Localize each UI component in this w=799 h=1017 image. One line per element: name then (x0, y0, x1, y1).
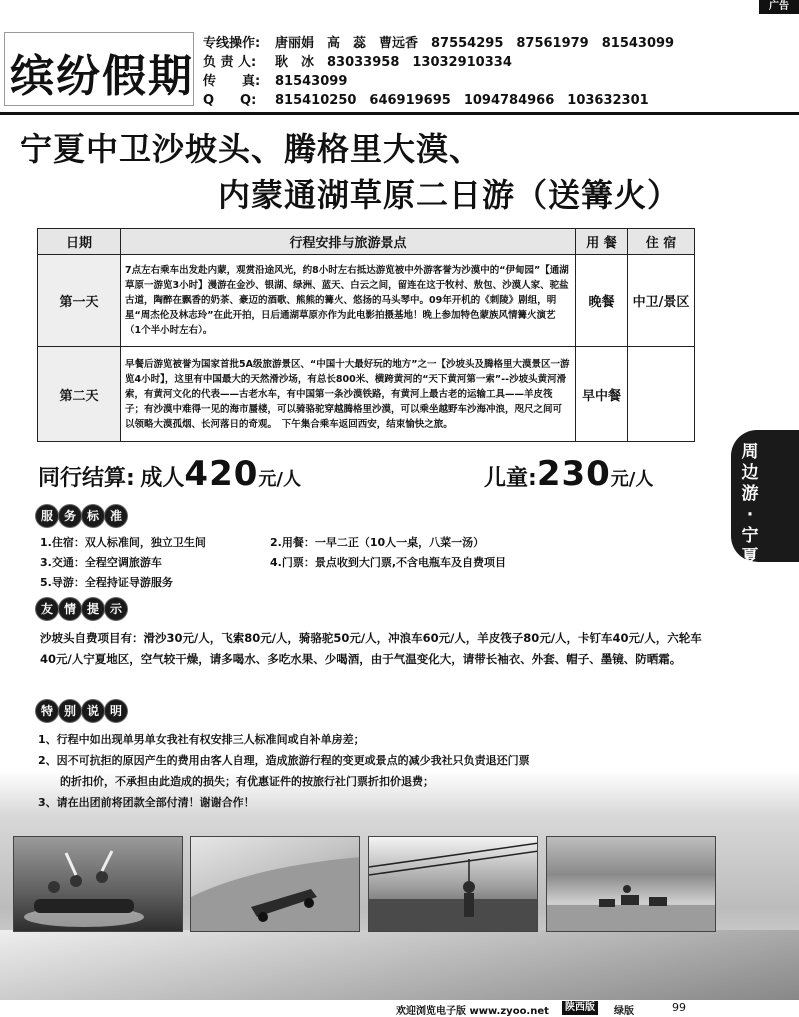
photo-zipline (368, 836, 538, 932)
dune-background (0, 930, 799, 1000)
heading-char: 明 (105, 700, 127, 722)
photo-desert-jeep (190, 836, 360, 932)
adult-price-value: 420 (184, 454, 259, 494)
side-tab-char: 边 (741, 463, 759, 483)
title-divider (0, 112, 799, 115)
jeep-illustration (191, 837, 360, 932)
list-item: 的折扣价，不承担由此造成的损失；有优惠证件的按旅行社门票折扣价退费； (38, 775, 434, 788)
header-stay: 住 宿 (628, 229, 695, 255)
day-cell: 第二天 (38, 347, 121, 442)
header-date: 日期 (38, 229, 121, 255)
adult-price (38, 454, 301, 494)
child-price-unit: 元/人 (610, 469, 654, 490)
contact-label: 专线操作: (203, 36, 261, 51)
contact-row-qq (203, 91, 793, 110)
tips-text: 沙坡头自费项目有：滑沙30元/人，飞索80元/人，骑骆驼50元/人，冲浪车60元/人，羊皮筏子80元/人，卡钉车40元/人，六轮车40元/人宁夏地区，空气较干燥，请多喝水、多吃水果、少喝酒，由于气温变化大，请带长袖衣、外套、帽子、墨镜、防晒霜。 (40, 631, 702, 666)
ad-tag: 广告 (759, 0, 799, 14)
heading-char: 务 (59, 505, 81, 527)
contact-value: 唐丽娟 高 蕊 曹远香 87554295 87561979 81543099 (275, 36, 675, 51)
service-item: 3.交通：全程空调旅游车 (40, 556, 162, 569)
child-price (484, 454, 653, 494)
tour-title-line1: 宁夏中卫沙坡头、腾格里大漠、 (20, 130, 483, 168)
stay-cell (628, 347, 695, 442)
photo-river-rafting (13, 836, 183, 932)
side-tab-char: 宁 (741, 526, 759, 546)
heading-char: 说 (82, 700, 104, 722)
heading-char: 别 (59, 700, 81, 722)
list-item: 2、因不可抗拒的原因产生的费用由客人自理，造成旅游行程的变更或景点的减少我社只负责退还门票 (38, 754, 530, 767)
footer-url[interactable]: 欢迎浏览电子版 www.zyoo.net (396, 1006, 549, 1017)
tour-title-line2: 内蒙通湖草原二日游（送篝火） (218, 176, 681, 214)
table-row (38, 255, 695, 347)
service-list (40, 533, 730, 593)
page-number: 99 (672, 1001, 686, 1014)
side-tab-char: 夏 (741, 547, 759, 567)
list-item: 3、请在出团前将团款全部付清！谢谢合作！ (38, 796, 255, 809)
contact-label: 传 真: (203, 74, 261, 89)
notes-list (38, 729, 738, 813)
contact-row-manager (203, 53, 793, 72)
itinerary-cell: 早餐后游览被誉为国家首批5A级旅游景区、“中国十大最好玩的地方”之一【沙坡头及腾格里大漠景区一游览4小时】，这里有中国最大的天然滑沙场，有总长800米、横跨黄河的“天下黄河第一索”--沙坡头黄河滑索，有黄河文化的代表——古老水车，有中国第一条沙漠铁路，有黄河上最古老的运输工具——羊皮筏子；有沙漠中难得一见的海市蜃楼，可以骑骆驼穿越腾格里沙漠，可以乘坐越野车沙海冲浪，咫尺之间可以领略大漠孤烟、长河落日的奇观。 下午集合乘车返回西安，结束愉快之旅。 (121, 347, 576, 442)
stay-cell: 中卫/景区 (628, 255, 695, 347)
service-heading (36, 505, 128, 527)
adult-price-unit: 元/人 (258, 469, 301, 490)
heading-char: 准 (105, 505, 127, 527)
day-cell: 第一天 (38, 255, 121, 347)
price-block (38, 452, 718, 496)
list-item (40, 573, 730, 593)
price-label: 同行结算: (38, 466, 135, 491)
footer (0, 1000, 799, 1017)
tour-title (0, 118, 799, 218)
contact-label: Q Q: (203, 93, 257, 108)
meal-cell: 早中餐 (576, 347, 628, 442)
contact-value: 81543099 (275, 74, 348, 89)
heading-char: 标 (82, 505, 104, 527)
contact-label: 负 责 人: (203, 55, 257, 70)
side-tab-char: 周 (741, 442, 759, 462)
edition-badge: 陕西版 (562, 1001, 598, 1015)
header-meal: 用 餐 (576, 229, 628, 255)
tips-heading (36, 598, 128, 620)
list-item (40, 533, 730, 553)
itinerary-table (37, 228, 695, 442)
photo-camel-horses (546, 836, 716, 932)
table-row (38, 347, 695, 442)
contact-value: 耿 冰 83033958 13032910334 (275, 55, 512, 70)
header-itinerary: 行程安排与旅游景点 (121, 229, 576, 255)
contact-row-operators (203, 34, 793, 53)
heading-char: 特 (36, 700, 58, 722)
heading-char: 服 (36, 505, 58, 527)
table-header-row (38, 229, 695, 255)
itinerary-cell: 7点左右乘车出发赴内蒙，观赏沿途风光，约8小时左右抵达游览被中外游客誉为沙漠中的“伊甸园”【通湖草原一游览3小时】漫游在金沙、银湖、绿洲、蓝天、白云之间，留连在这于牧村、敖包、沙漠人家、驼盐古道，陶醉在飘香的奶茶、豪迈的酒歌、熊熊的篝火、悠扬的马头琴中。09年开机的《刺陵》剧组，明星“周杰伦及林志玲”在此开拍，日后通湖草原亦作为此电影拍摄基地！晚上参加特色蒙族风情篝火演艺（1个半小时左右）。 (121, 255, 576, 347)
header (0, 18, 799, 110)
heading-char: 示 (105, 598, 127, 620)
service-item: 5.导游：全程持证导游服务 (40, 576, 173, 589)
child-price-value: 230 (536, 454, 611, 494)
edition-label: 绿版 (614, 1006, 634, 1017)
heading-char: 提 (82, 598, 104, 620)
child-label: 儿童: (484, 466, 537, 491)
meal-cell: 晚餐 (576, 255, 628, 347)
side-tab-label (739, 442, 761, 568)
contact-value: 815410250 646919695 1094784966 103632301 (275, 93, 649, 108)
service-item: 2.用餐：一早二正（10人一桌，八菜一汤） (270, 536, 485, 549)
list-item (40, 553, 730, 573)
heading-char: 情 (59, 598, 81, 620)
contact-row-fax (203, 72, 793, 91)
side-tab-char: 游 (741, 484, 759, 504)
notes-heading (36, 700, 128, 722)
list-item: 1、行程中如出现单男单女我社有权安排三人标准间或自补单房差； (38, 733, 365, 746)
service-item: 4.门票：景点收到大门票,不含电瓶车及自费项目 (270, 556, 507, 569)
side-tab-region (731, 430, 799, 567)
side-tab-char: · (746, 505, 754, 525)
rafting-illustration (14, 837, 183, 932)
service-item: 1.住宿：双人标准间，独立卫生间 (40, 536, 206, 549)
contact-block (203, 34, 793, 110)
horses-illustration (547, 837, 716, 932)
brand-logo: 缤纷假期 (10, 51, 194, 102)
adult-label: 成人 (140, 466, 185, 491)
zipline-illustration (369, 837, 538, 932)
heading-char: 友 (36, 598, 58, 620)
